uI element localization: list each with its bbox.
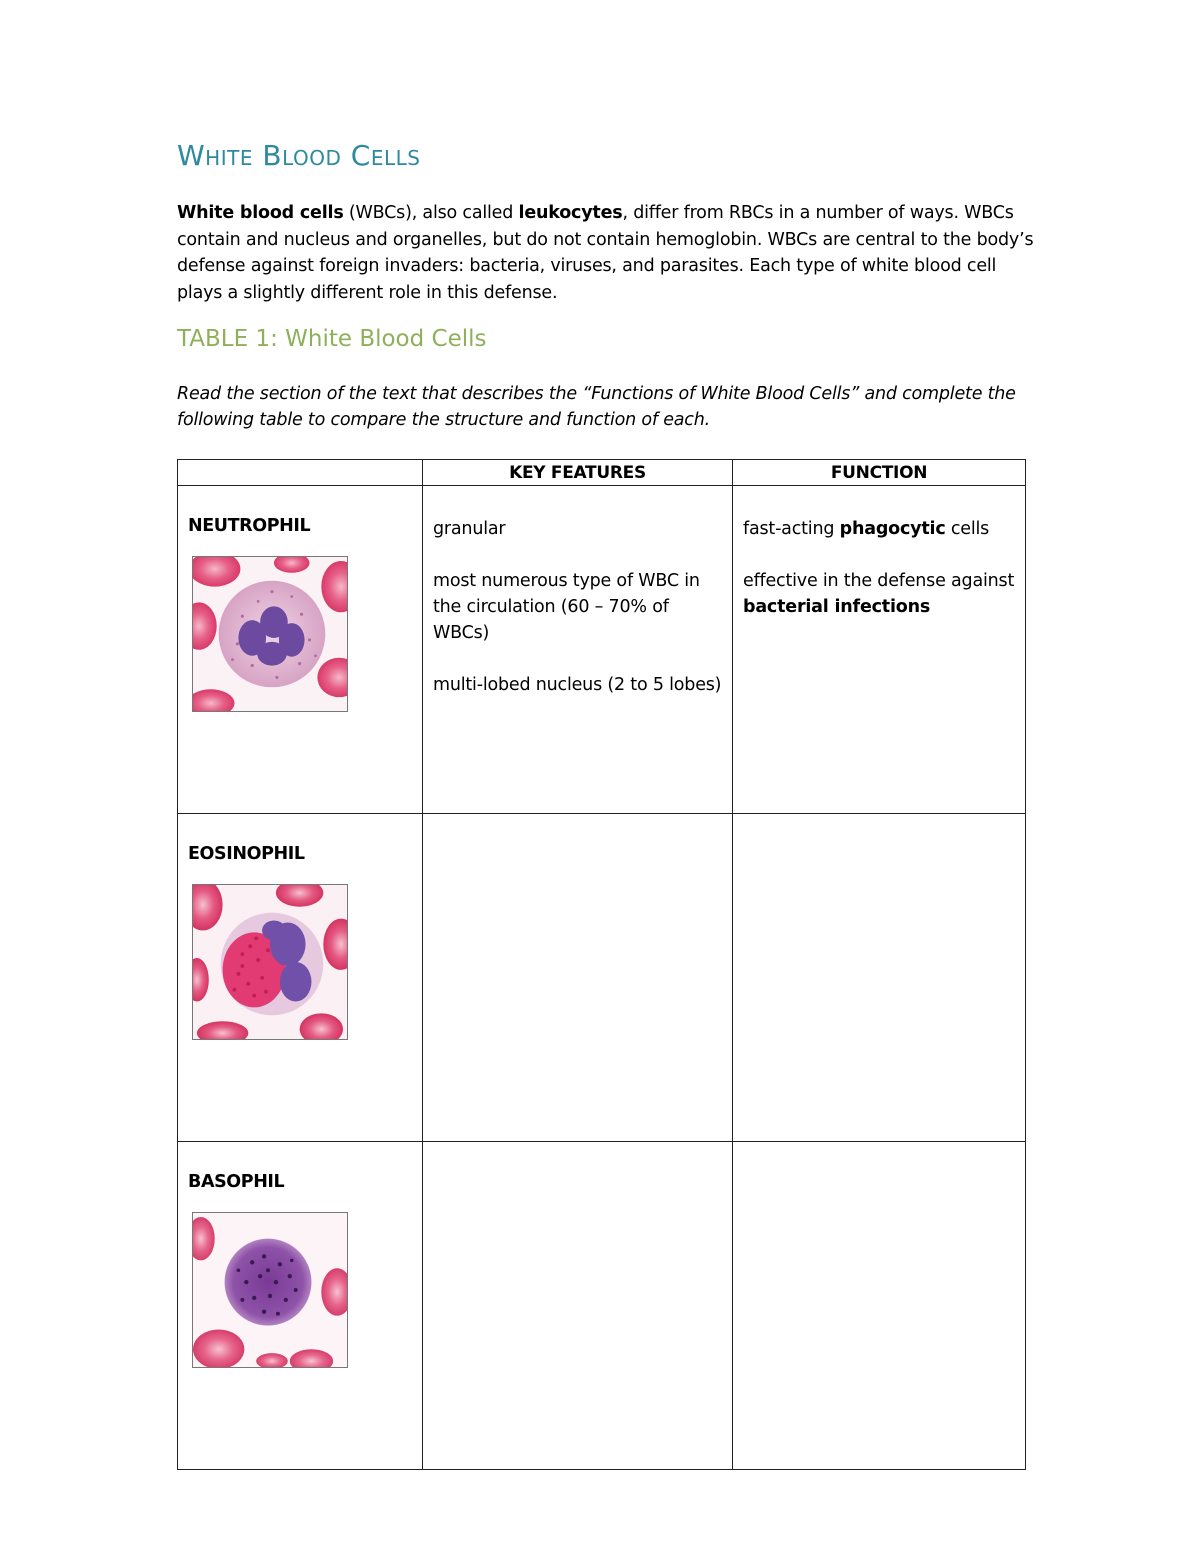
function-term-phagocytic: phagocytic	[839, 519, 946, 539]
cell-name-column	[178, 1142, 423, 1470]
function-neutrophil	[733, 486, 1026, 814]
cell-name-neutrophil: NEUTROPHIL	[188, 516, 311, 536]
feature-item: granular	[433, 519, 506, 539]
intro-text-1: (WBCs), also called	[343, 203, 519, 223]
eosinophil-micrograph-icon	[192, 884, 348, 1040]
table-header-row	[178, 460, 1026, 486]
function-item	[743, 516, 1015, 542]
wbc-table	[177, 459, 1026, 1470]
function-term-bacterial-infections: bacterial infections	[743, 597, 931, 617]
instructions-text: Read the section of the text that describes the “Functions of White Blood Cells” and complete the following table to compare the structure and function of each.	[177, 384, 1016, 430]
key-features-eosinophil[interactable]	[423, 814, 733, 1142]
feature-item: multi-lobed nucleus (2 to 5 lobes)	[433, 675, 722, 695]
header-function: FUNCTION	[733, 460, 1026, 486]
neutrophil-svg	[193, 557, 347, 711]
function-text: fast-acting	[743, 519, 840, 539]
basophil-svg	[193, 1213, 347, 1367]
cell-name-basophil: BASOPHIL	[188, 1172, 285, 1192]
neutrophil-micrograph-icon	[192, 556, 348, 712]
cell-name-column	[178, 486, 423, 814]
feature-item: most numerous type of WBC in the circulation (60 – 70% of WBCs)	[433, 571, 700, 643]
cell-name-column	[178, 814, 423, 1142]
function-eosinophil[interactable]	[733, 814, 1026, 1142]
intro-text-2: , differ from RBCs in a number of ways. WBCs contain and nucleus and organelles, but do not contain hemoglobin. WBCs are central to the body’s defense against foreign invaders: bacteria, viruses, and parasites. Each type of white blood cell plays a slightly different role in this defense.	[177, 203, 1034, 303]
cell-name-eosinophil: EOSINOPHIL	[188, 844, 305, 864]
page-title: White Blood Cells	[177, 139, 421, 172]
header-cell-empty	[178, 460, 423, 486]
table-heading: TABLE 1: White Blood Cells	[177, 326, 487, 352]
function-basophil[interactable]	[733, 1142, 1026, 1470]
term-leukocytes: leukocytes	[518, 203, 623, 223]
key-features-basophil[interactable]	[423, 1142, 733, 1470]
table-row	[178, 1142, 1026, 1470]
header-key-features: KEY FEATURES	[423, 460, 733, 486]
function-text: cells	[945, 519, 990, 539]
function-item	[743, 568, 1015, 620]
table-row	[178, 486, 1026, 814]
function-text: effective in the defense against	[743, 571, 1015, 591]
intro-paragraph	[177, 200, 1037, 306]
basophil-micrograph-icon	[192, 1212, 348, 1368]
term-white-blood-cells: White blood cells	[177, 203, 344, 223]
table-row	[178, 814, 1026, 1142]
eosinophil-svg	[193, 885, 347, 1039]
key-features-neutrophil	[423, 486, 733, 814]
